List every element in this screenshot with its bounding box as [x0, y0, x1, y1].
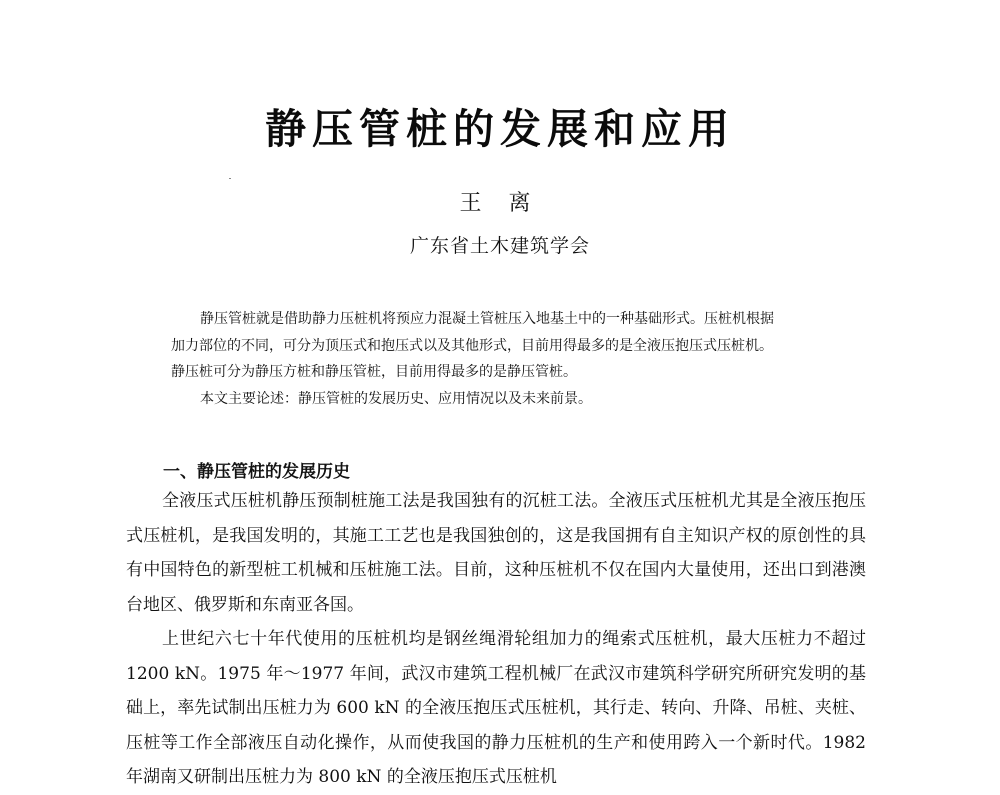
- abstract-line: 加力部位的不同，可分为顶压式和抱压式以及其他形式，目前用得最多的是全液压抱压式压桩机。: [171, 337, 773, 354]
- author-name: 王 离: [459, 191, 541, 216]
- document-title: 静压管桩的发展和应用: [265, 105, 735, 153]
- abstract-line: 本文主要论述：静压管桩的发展历史、应用情况以及未来前景。: [200, 390, 592, 407]
- body-text: [126, 484, 866, 795]
- abstract-line: 静压管桩就是借助静力压桩机将预应力混凝土管桩压入地基土中的一种基础形式。压桩机根据: [200, 311, 774, 327]
- abstract-line: 静压桩可分为静压方桩和静压管桩，目前用得最多的是静压管桩。: [171, 364, 577, 380]
- author-affiliation: 广东省土木建筑学会: [409, 235, 590, 257]
- scan-speck: [229, 178, 231, 179]
- body-paragraph: 全液压式压桩机静压预制桩施工法是我国独有的沉桩工法。全液压式压桩机尤其是全液压抱压式压桩机，是我国发明的，其施工工艺也是我国独创的，这是我国拥有自主知识产权的原创性的具有中国特色的新型桩工机械和压桩施工法。目前，这种压桩机不仅在国内大量使用，还出口到港澳台地区、俄罗斯和东南亚各国。: [126, 491, 866, 615]
- abstract: [171, 306, 851, 412]
- section-heading: 一、静压管桩的发展历史: [163, 462, 350, 482]
- body-paragraph: 上世纪六七十年代使用的压桩机均是钢丝绳滑轮组加力的绳索式压桩机，最大压桩力不超过1200 kN。1975 年～1977 年间，武汉市建筑工程机械厂在武汉市建筑科学研究所研究发明的基础上，率先试制出压桩力为 600 kN 的全液压抱压式压桩机，其行走、转向、升降、吊桩、夹桩、压桩等工作全部液压自动化操作，从而使我国的静力压桩机的生产和使用跨入一个新时代。1982 年湖南又研制出压桩力为 800 kN 的全液压抱压式压桩机: [126, 629, 866, 787]
